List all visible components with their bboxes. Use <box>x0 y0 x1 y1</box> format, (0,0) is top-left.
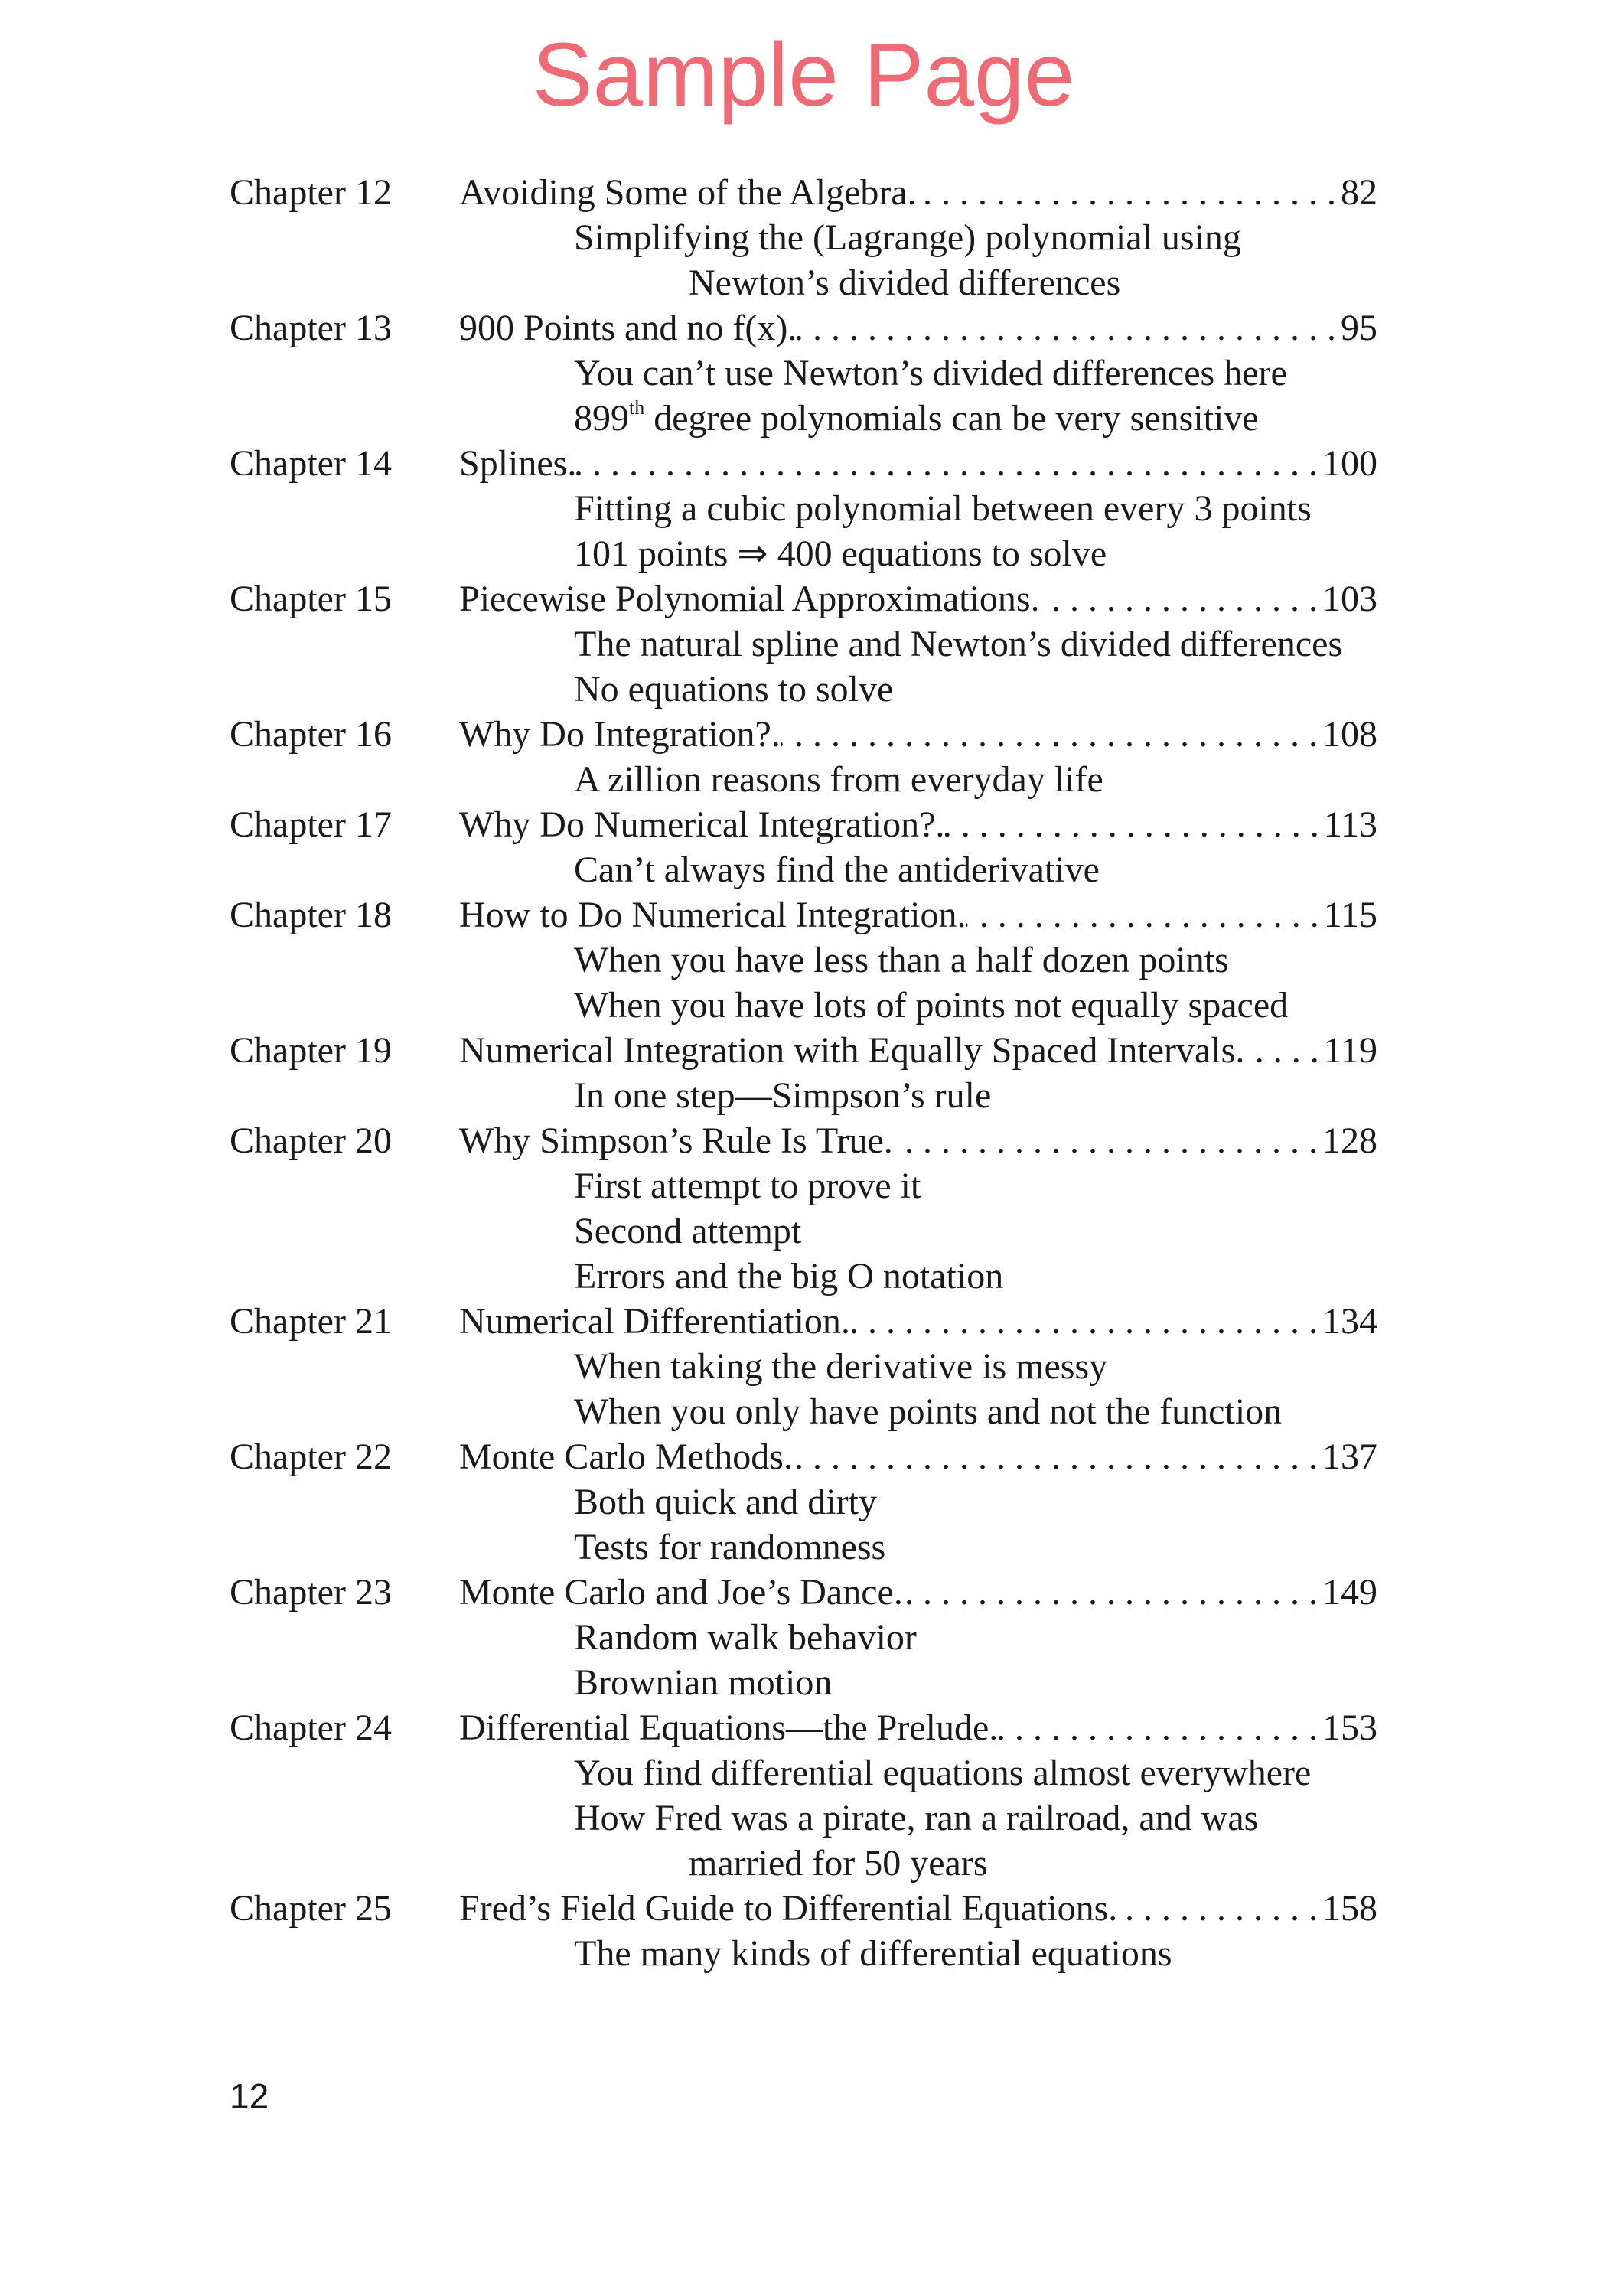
subtopic-text: When you have less than a half dozen points <box>574 940 1229 980</box>
toc-chapter-row <box>230 1028 1377 1073</box>
chapter-label: Chapter 19 <box>230 1030 392 1071</box>
toc-subtopic <box>230 847 1377 892</box>
chapter-page-number: 119 <box>1323 1030 1377 1071</box>
subtopic-text: Random walk behavior <box>574 1617 917 1658</box>
chapter-page-number: 128 <box>1322 1120 1377 1161</box>
toc-chapter-row <box>230 892 1377 938</box>
table-of-contents <box>230 170 1377 1976</box>
toc-entry <box>230 1886 1377 1976</box>
toc-subtopic <box>230 1208 1377 1254</box>
chapter-page-number: 153 <box>1322 1707 1377 1748</box>
chapter-label: Chapter 23 <box>230 1572 392 1613</box>
toc-chapter-row <box>230 1118 1377 1163</box>
dot-leader <box>793 1434 1318 1479</box>
toc-chapter-row <box>230 802 1377 847</box>
chapter-title: 900 Points and no f(x). <box>459 308 797 348</box>
toc-subtopic <box>230 486 1377 531</box>
toc-chapter-row <box>230 1570 1377 1615</box>
toc-subtopic <box>230 1615 1377 1660</box>
subtopic-text: Second attempt <box>574 1211 802 1251</box>
subtopic-text: No equations to solve <box>574 669 894 709</box>
chapter-page-number: 103 <box>1322 579 1377 619</box>
toc-subtopic <box>230 396 1377 441</box>
subtopic-text: A zillion reasons from everyday life <box>574 759 1103 800</box>
toc-subtopic <box>230 531 1377 576</box>
subtopic-text: When you only have points and not the function <box>574 1391 1283 1432</box>
toc-chapter-row <box>230 441 1377 486</box>
subtopic-text: First attempt to prove it <box>574 1166 921 1206</box>
toc-entry <box>230 892 1377 1028</box>
subtopic-text: How Fred was a pirate, ran a railroad, and was <box>574 1798 1259 1838</box>
chapter-label: Chapter 16 <box>230 714 392 755</box>
toc-chapter-row <box>230 712 1377 757</box>
superscript: th <box>629 396 645 419</box>
toc-subtopic <box>230 1841 1377 1886</box>
dot-leader <box>797 305 1336 351</box>
chapter-title: Monte Carlo and Joe’s Dance. <box>459 1572 903 1613</box>
chapter-page-number: 149 <box>1322 1572 1377 1613</box>
chapter-label: Chapter 15 <box>230 579 392 619</box>
subtopic-text: Simplifying the (Lagrange) polynomial using <box>574 217 1241 258</box>
chapter-label: Chapter 24 <box>230 1707 392 1748</box>
chapter-page-number: 115 <box>1323 895 1377 935</box>
toc-entry <box>230 1118 1377 1299</box>
dot-leader <box>1244 1028 1319 1073</box>
subtopic-text: The many kinds of differential equations <box>574 1933 1172 1974</box>
chapter-label: Chapter 21 <box>230 1301 392 1342</box>
chapter-label: Chapter 14 <box>230 443 392 484</box>
chapter-page-number: 158 <box>1322 1888 1377 1929</box>
chapter-page-number: 113 <box>1323 804 1377 845</box>
toc-entry <box>230 1434 1377 1570</box>
subtopic-text: married for 50 years <box>689 1843 988 1883</box>
toc-entry <box>230 305 1377 441</box>
chapter-page-number: 108 <box>1322 714 1377 755</box>
toc-subtopic <box>230 1344 1377 1389</box>
chapter-label: Chapter 17 <box>230 804 392 845</box>
chapter-title: Avoiding Some of the Algebra. <box>459 172 917 213</box>
sample-page-watermark: Sample Page <box>532 24 1075 126</box>
chapter-title: Why Simpson’s Rule Is True. <box>459 1120 893 1161</box>
toc-entry <box>230 802 1377 892</box>
dot-leader <box>903 1570 1318 1615</box>
subtopic-text-rest: degree polynomials can be very sensitive <box>644 398 1259 439</box>
chapter-page-number: 137 <box>1322 1437 1377 1477</box>
toc-subtopic <box>230 938 1377 983</box>
chapter-page-number: 95 <box>1341 308 1377 348</box>
dot-leader <box>893 1118 1318 1163</box>
dot-leader <box>576 441 1318 486</box>
toc-subtopic <box>230 1254 1377 1299</box>
toc-entry <box>230 1299 1377 1434</box>
chapter-title: How to Do Numerical Integration. <box>459 895 966 935</box>
chapter-label: Chapter 18 <box>230 895 392 935</box>
toc-entry <box>230 1570 1377 1705</box>
subtopic-text: 101 points ⇒ 400 equations to solve <box>574 533 1107 574</box>
dot-leader <box>998 1705 1318 1750</box>
toc-subtopic <box>230 757 1377 802</box>
subtopic-text: In one step—Simpson’s rule <box>574 1075 992 1116</box>
toc-subtopic <box>230 1073 1377 1118</box>
dot-leader <box>966 892 1319 938</box>
page-number: 12 <box>230 2076 269 2116</box>
chapter-page-number: 100 <box>1322 443 1377 484</box>
toc-subtopic <box>230 621 1377 667</box>
chapter-title: Piecewise Polynomial Approximations. <box>459 579 1040 619</box>
toc-subtopic <box>230 215 1377 260</box>
toc-chapter-row <box>230 1299 1377 1344</box>
toc-chapter-row <box>230 1886 1377 1931</box>
toc-subtopic <box>230 1750 1377 1795</box>
toc-subtopic <box>230 1660 1377 1705</box>
toc-chapter-row <box>230 576 1377 621</box>
toc-entry <box>230 1028 1377 1118</box>
chapter-title: Monte Carlo Methods. <box>459 1437 793 1477</box>
subtopic-text: You can’t use Newton’s divided differences here <box>574 353 1287 393</box>
toc-chapter-row <box>230 170 1377 215</box>
subtopic-text: Brownian motion <box>574 1662 833 1703</box>
toc-subtopic <box>230 667 1377 712</box>
chapter-label: Chapter 22 <box>230 1437 392 1477</box>
toc-subtopic <box>230 351 1377 396</box>
toc-chapter-row <box>230 305 1377 351</box>
chapter-label: Chapter 20 <box>230 1120 392 1161</box>
chapter-page-number: 82 <box>1341 172 1377 213</box>
chapter-label: Chapter 25 <box>230 1888 392 1929</box>
subtopic-text: Newton’s divided differences <box>689 263 1121 303</box>
dot-leader <box>944 802 1319 847</box>
toc-entry <box>230 712 1377 802</box>
toc-chapter-row <box>230 1434 1377 1479</box>
toc-chapter-row <box>230 1705 1377 1750</box>
toc-subtopic <box>230 1479 1377 1525</box>
chapter-title: Splines. <box>459 443 577 484</box>
chapter-title: Numerical Integration with Equally Spaced Intervals. <box>459 1030 1245 1071</box>
subtopic-text: You find differential equations almost everywhere <box>574 1753 1312 1793</box>
subtopic-text: When you have lots of points not equally spaced <box>574 985 1289 1026</box>
toc-subtopic <box>230 1931 1377 1976</box>
toc-entry <box>230 441 1377 576</box>
chapter-title: Fred’s Field Guide to Differential Equations. <box>459 1888 1118 1929</box>
subtopic-text: Tests for randomness <box>574 1527 886 1567</box>
toc-subtopic <box>230 983 1377 1028</box>
subtopic-text: 899 <box>574 398 629 439</box>
subtopic-text: Can’t always find the antiderivative <box>574 850 1100 890</box>
subtopic-text: The natural spline and Newton’s divided differences <box>574 624 1343 664</box>
toc-subtopic <box>230 260 1377 305</box>
chapter-title: Differential Equations—the Prelude. <box>459 1707 999 1748</box>
dot-leader <box>1117 1886 1318 1931</box>
chapter-label: Chapter 13 <box>230 308 392 348</box>
chapter-title: Why Do Integration?. <box>459 714 781 755</box>
dot-leader <box>781 712 1318 757</box>
chapter-title: Numerical Differentiation. <box>459 1301 850 1342</box>
chapter-page-number: 134 <box>1322 1301 1377 1342</box>
subtopic-text: When taking the derivative is messy <box>574 1346 1108 1387</box>
toc-entry <box>230 170 1377 305</box>
toc-subtopic <box>230 1163 1377 1208</box>
subtopic-text: Errors and the big O notation <box>574 1256 1004 1296</box>
dot-leader <box>917 170 1336 215</box>
toc-subtopic <box>230 1795 1377 1841</box>
toc-subtopic <box>230 1389 1377 1434</box>
dot-leader <box>850 1299 1318 1344</box>
subtopic-text: Fitting a cubic polynomial between every 3 points <box>574 488 1312 529</box>
dot-leader <box>1040 576 1318 621</box>
toc-entry <box>230 1705 1377 1886</box>
toc-entry <box>230 576 1377 712</box>
subtopic-text: Both quick and dirty <box>574 1482 877 1522</box>
toc-subtopic <box>230 1525 1377 1570</box>
chapter-title: Why Do Numerical Integration?. <box>459 804 945 845</box>
chapter-label: Chapter 12 <box>230 172 392 213</box>
